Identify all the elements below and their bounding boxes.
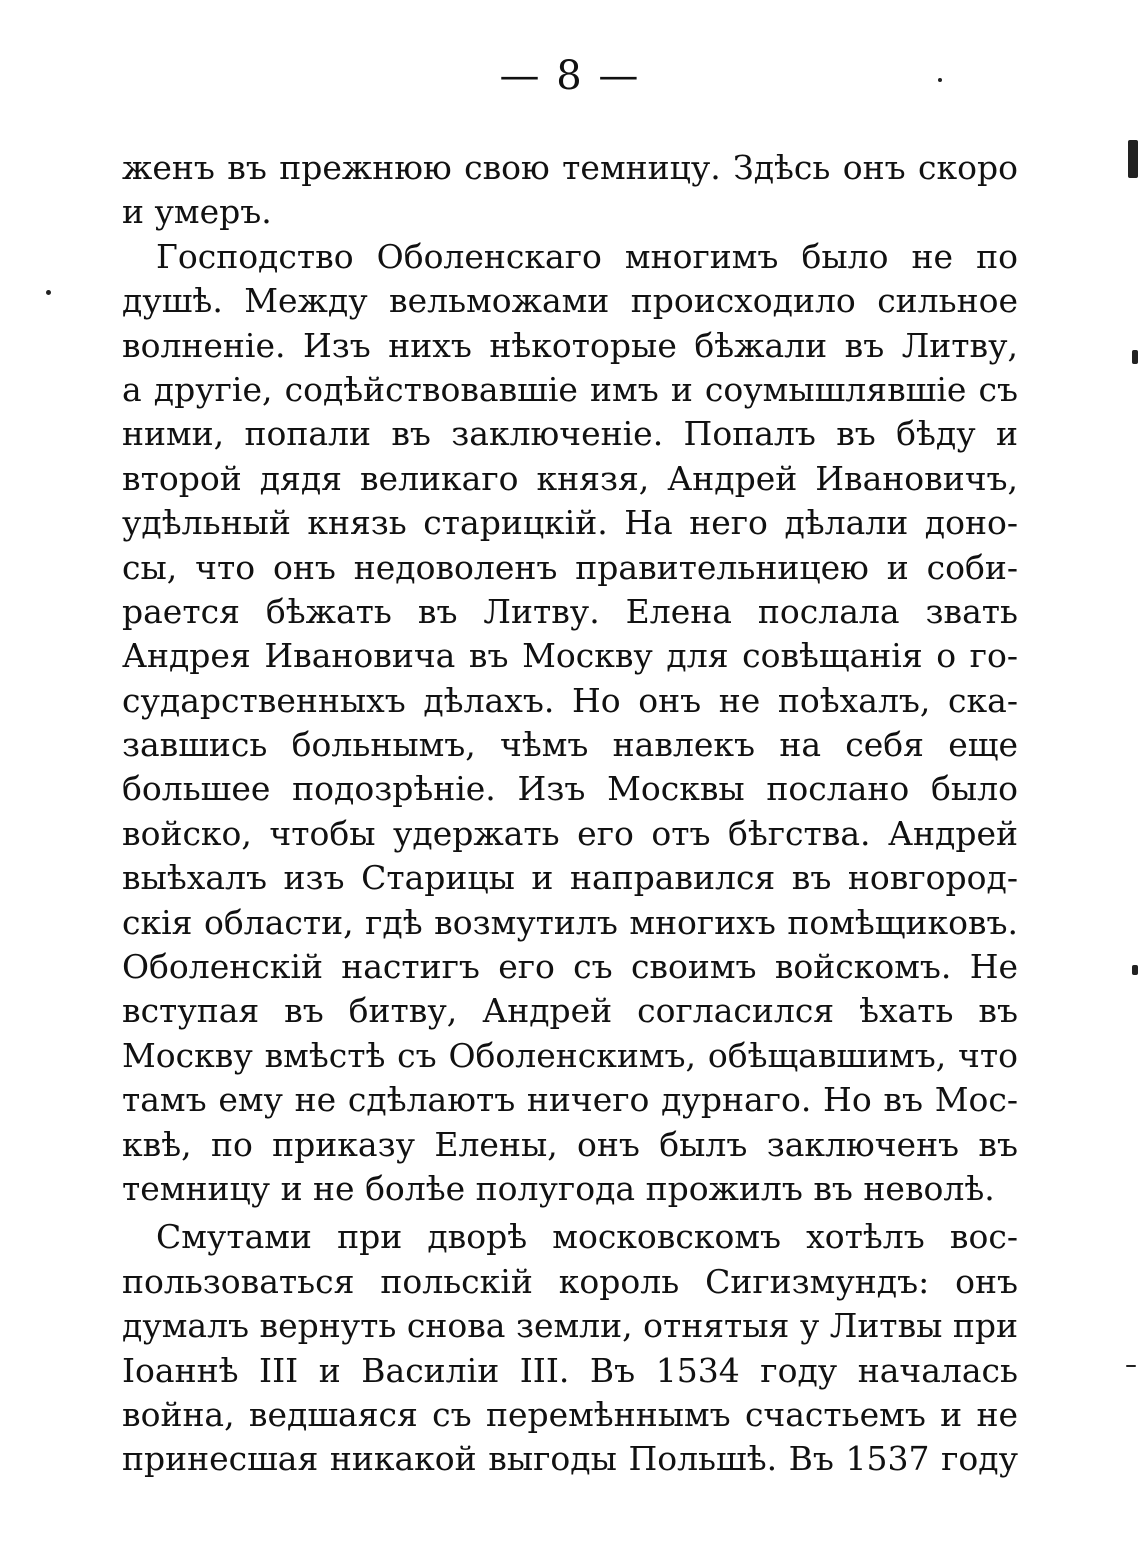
scan-speck: [938, 78, 942, 82]
text-line: женъ въ прежнюю свою темницу. Здѣсь онъ скоро: [122, 148, 1018, 187]
text-line: волненіе. Изъ нихъ нѣкоторые бѣжали въ Литву,: [122, 325, 1018, 365]
text-line: второй дядя великаго князя, Андрей Ивановичъ,: [122, 458, 1018, 498]
text-line: выѣхалъ изъ Старицы и направился въ новгород-: [122, 858, 1018, 898]
text-line: принесшая никакой выгоды Польшѣ. Въ 1537 году: [122, 1439, 1018, 1479]
text-line: войско, чтобы удержать его отъ бѣгства. Андрей: [122, 813, 1018, 853]
text-line: Оболенскій настигъ его съ своимъ войскомъ. Не: [122, 947, 1018, 987]
text-line: завшись больнымъ, чѣмъ навлекъ на себя еще: [122, 725, 1018, 765]
scan-speck: [46, 290, 51, 295]
text-line: Андрея Ивановича въ Москву для совѣщанія о го-: [122, 636, 1018, 676]
text-line: сы, что онъ недоволенъ правительницею и соби-: [122, 547, 1018, 587]
text-line: война, ведшаяся съ перемѣннымъ счастьемъ и не: [122, 1394, 1018, 1434]
text-line: и умеръ.: [122, 192, 272, 232]
page-number: — 8 —: [499, 53, 641, 99]
text-line: большее подозрѣніе. Изъ Москвы послано было: [122, 769, 1018, 809]
paragraph: [122, 1215, 1018, 1481]
body-text: [122, 146, 1018, 1482]
text-line: Смутами при дворѣ московскомъ хотѣлъ вос-: [156, 1217, 1018, 1257]
text-line: думалъ вернуть снова земли, отнятыя у Литвы при: [122, 1306, 1019, 1346]
scan-speck: [1126, 1365, 1136, 1367]
text-line: скія области, гдѣ возмутилъ многихъ помѣщиковъ.: [122, 902, 1018, 942]
text-line: Москву вмѣстѣ съ Оболенскимъ, обѣщавшимъ, что: [122, 1035, 1018, 1075]
scan-speck: [1132, 350, 1138, 364]
text-line: рается бѣжать въ Литву. Елена послала звать: [122, 591, 1018, 631]
text-line: пользоваться польскій король Сигизмундъ: онъ: [122, 1261, 1018, 1301]
text-line: душѣ. Между вельможами происходило сильное: [122, 281, 1018, 321]
text-line: квѣ, по приказу Елены, онъ былъ заключенъ въ: [122, 1124, 1018, 1164]
scan-speck: [1132, 965, 1138, 975]
text-line: сударственныхъ дѣлахъ. Но онъ не поѣхалъ, ска-: [122, 680, 1018, 720]
text-line: Іоаннѣ III и Василіи III. Въ 1534 году началась: [122, 1350, 1018, 1390]
paragraph: [122, 235, 1018, 1212]
text-line: а другіе, содѣйствовавшіе имъ и соумышлявшіе съ: [122, 369, 1018, 409]
text-line: тамъ ему не сдѣлаютъ ничего дурнаго. Но въ Мос-: [122, 1080, 1018, 1120]
text-line: ними, попали въ заключеніе. Попалъ въ бѣду и: [122, 414, 1018, 454]
text-line: вступая въ битву, Андрей согласился ѣхать въ: [122, 991, 1018, 1031]
text-line: удѣльный князь старицкій. На него дѣлали доно-: [122, 503, 1018, 543]
paragraph: [122, 146, 1018, 235]
scan-speck: [1128, 140, 1138, 178]
text-line: темницу и не болѣе полугода прожилъ въ неволѣ.: [122, 1168, 995, 1208]
text-line: Господство Оболенскаго многимъ было не по: [156, 236, 1018, 276]
